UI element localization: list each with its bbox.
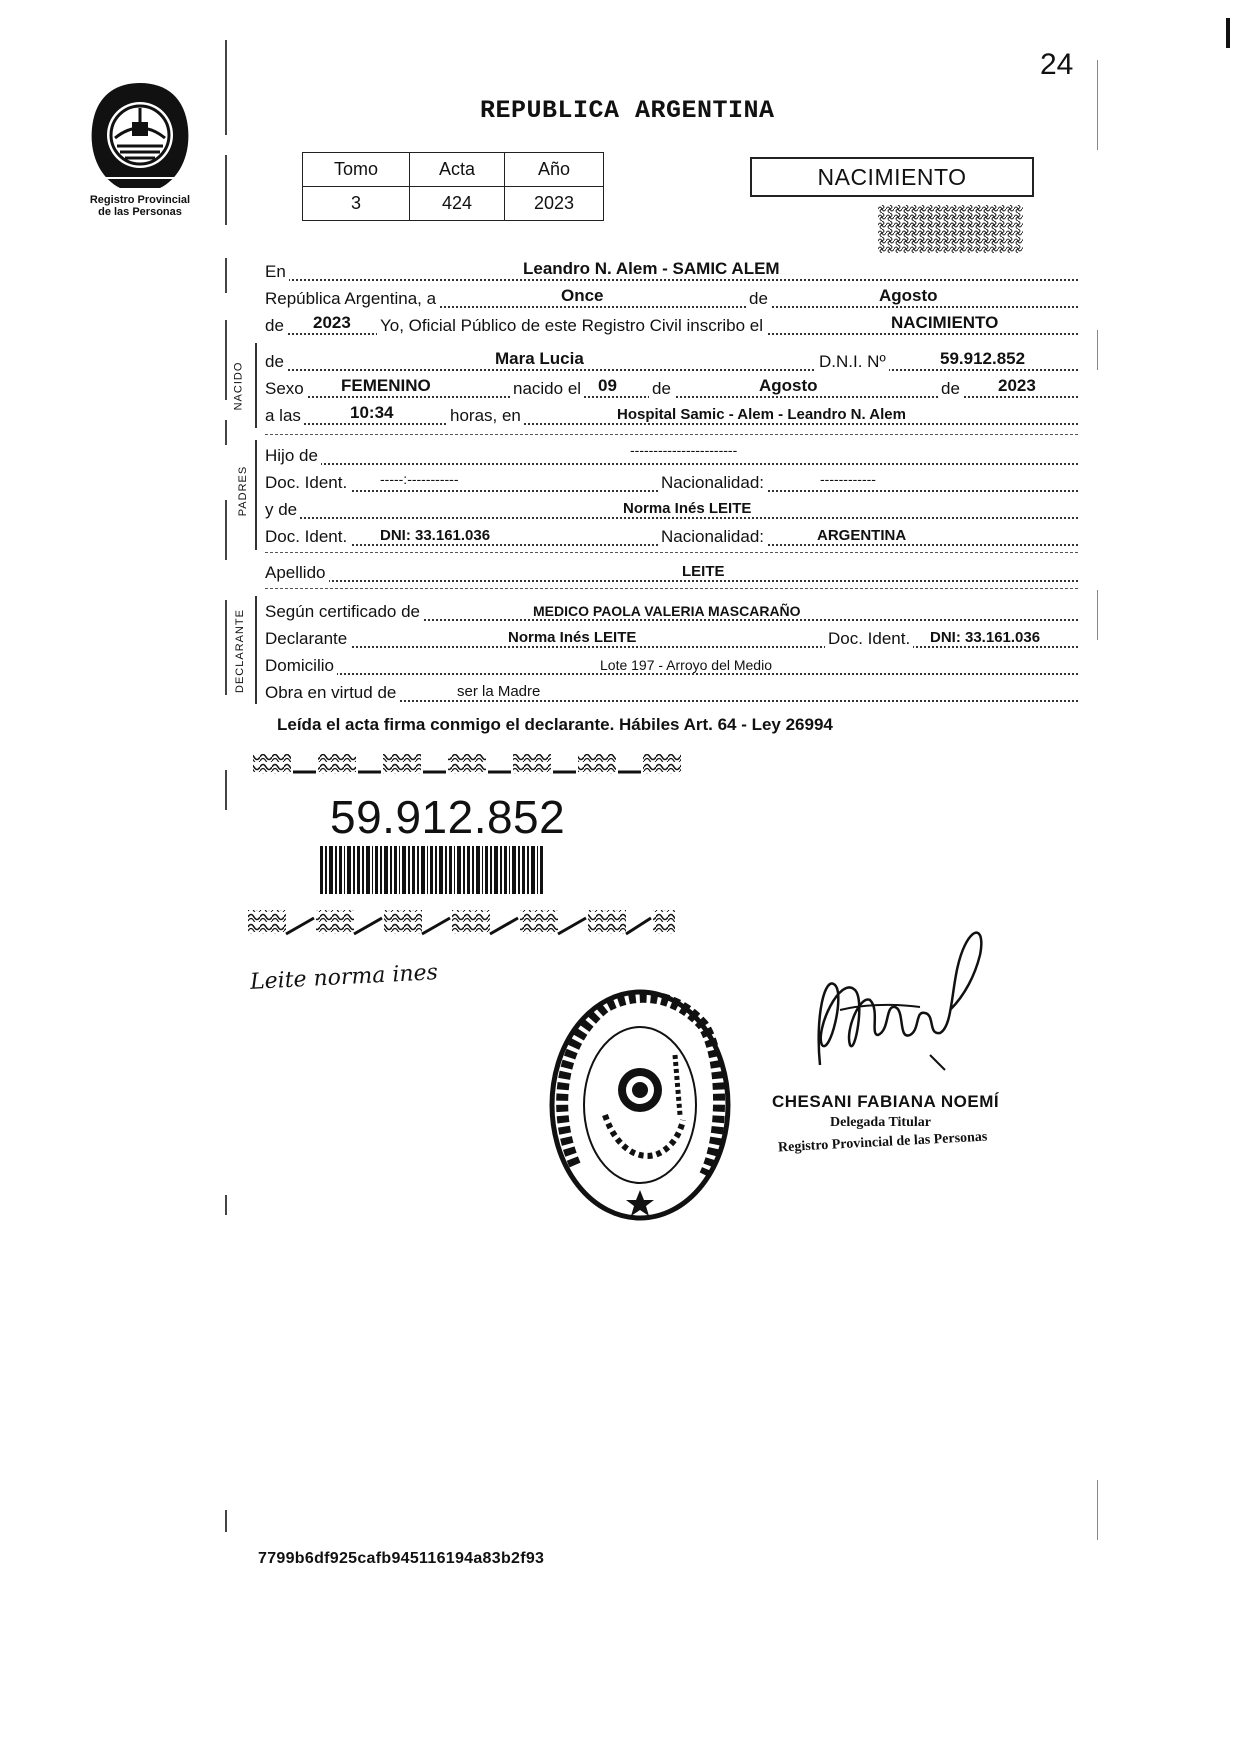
y-de-label: y de [265,500,300,520]
nac-mes-value: Agosto [759,376,818,395]
mes-value: Agosto [879,286,938,305]
nacido-el-label: nacido el [510,379,584,399]
acta-value: 424 [410,187,505,221]
page-number: 24 [1040,48,1074,81]
dotted-line [265,673,1078,675]
dni-label: D.N.I. Nº [816,352,889,372]
segun-value: MEDICO PAOLA VALERIA MASCARAÑO [533,603,801,619]
margin-line [225,320,227,400]
de-label-2: de [265,316,287,336]
padre-doc-value: -----:----------- [380,471,459,487]
margin-line [225,420,227,445]
row-apellido [265,559,1078,585]
row-domicilio [265,652,1078,678]
official-seal-icon [545,985,735,1225]
document-hash: 7799b6df925cafb945116194a83b2f93 [258,1550,545,1567]
anio-value: 2023 [505,187,604,221]
tomo-value: 3 [303,187,410,221]
de-label-5: de [938,379,963,399]
madre-nacionalidad-value: ARGENTINA [817,527,907,544]
row-divider [265,552,1078,553]
margin-line [225,770,227,810]
inscribe-value: NACIMIENTO [891,313,999,332]
row-divider [265,588,1078,589]
dotted-line [265,463,1078,465]
emblem-label-line1: Registro Provincial [89,194,191,206]
de-label: de [746,289,771,309]
sexo-label: Sexo [265,379,307,399]
row-hijo-de [265,442,1078,468]
margin-line [225,40,227,135]
record-table [302,152,604,221]
madre-nacionalidad-label: Nacionalidad: [658,527,767,547]
padre-nacionalidad-value: ------------ [820,471,876,487]
obra-value: ser la Madre [457,683,541,700]
tomo-header: Tomo [303,153,410,187]
madre-value: Norma Inés LEITE [623,500,752,517]
margin-line [225,600,227,695]
emblem-label [60,194,220,218]
row-obra [265,679,1078,705]
margin-line [225,155,227,225]
apellido-label: Apellido [265,563,329,583]
official-signature-icon [800,915,1000,1080]
horas-en-label: horas, en [447,406,524,426]
domicilio-label: Domicilio [265,656,337,676]
nac-anio-value: 2023 [998,376,1036,395]
nacido-section-label: NACIDO [232,361,245,411]
margin-line [225,500,227,560]
dia-value: Once [561,286,604,305]
de-label-3: de [265,352,287,372]
provincial-emblem-icon [85,80,195,195]
sexo-value: FEMENINO [341,376,431,395]
declarante-section-label: DECLARANTE [233,609,246,693]
row-segun [265,598,1078,624]
hijo-de-value: ----------------------- [630,442,738,458]
declarante-label: Declarante [265,629,350,649]
margin-line [1097,330,1098,370]
record-type-box: NACIMIENTO [750,157,1034,197]
section-bracket-nacido [255,343,257,428]
row-sexo [265,375,1078,401]
row-nombre [265,348,1078,374]
security-pattern-icon [878,205,1023,253]
sticker-top-border [253,754,681,774]
sticker-dni-number: 59.912.852 [330,791,566,843]
oficial-text: Yo, Oficial Público de este Registro Civil inscribo el [377,316,766,336]
page-title: REPUBLICA ARGENTINA [480,96,775,125]
padres-section-label: PADRES [237,465,250,517]
row-madre-doc [265,523,1078,549]
signatory-registry: Registro Provincial de las Personas [777,1129,988,1156]
margin-line [225,1510,227,1532]
row-declarante [265,625,1078,651]
row-madre [265,496,1078,522]
dni-value: 59.912.852 [940,349,1026,368]
hijo-de-label: Hijo de [265,446,321,466]
margin-line [1097,1480,1098,1540]
row-padre-doc [265,469,1078,495]
closing-text: Leída el acta firma conmigo el declarante. Hábiles Art. 64 - Ley 26994 [277,715,833,734]
emblem-label-line2: de las Personas [98,206,182,218]
padre-nacionalidad-label: Nacionalidad: [658,473,767,493]
margin-line [1097,590,1098,640]
en-label: En [265,262,289,282]
section-bracket-declarante [255,596,257,704]
row-divider [265,434,1078,435]
de-label-4: de [649,379,674,399]
signatory-name: CHESANI FABIANA NOEMÍ [772,1092,1000,1111]
dotted-line [265,580,1078,582]
row-hora [265,402,1078,428]
domicilio-value: Lote 197 - Arroyo del Medio [600,657,772,673]
acta-header: Acta [410,153,505,187]
margin-line [1097,60,1098,150]
barcode-sticker [248,752,693,942]
dotted-line [265,517,1078,519]
sticker-bottom-border [248,910,675,934]
republica-label: República Argentina, a [265,289,439,309]
declarante-doc-label: Doc. Ident. [825,629,913,649]
dotted-line [265,369,1078,371]
dotted-line [265,646,1078,648]
signatory-role: Delegada Titular [830,1115,931,1130]
apellido-value: LEITE [682,563,725,580]
row-fecha [265,285,1078,311]
nac-dia-value: 09 [598,376,617,395]
madre-doc-label: Doc. Ident. [265,527,350,547]
anio-inscripcion-value: 2023 [313,313,351,332]
edge-mark [1226,18,1230,48]
dotted-line [265,279,1078,281]
anio-header: Año [505,153,604,187]
segun-label: Según certificado de [265,602,423,622]
margin-line [225,258,227,293]
margin-line [225,1195,227,1215]
row-en [265,258,1078,284]
padre-doc-label: Doc. Ident. [265,473,350,493]
lugar-value: Hospital Samic - Alem - Leandro N. Alem [617,406,906,423]
dotted-line [265,423,1078,425]
barcode-icon [320,846,543,894]
declarante-doc-value: DNI: 33.161.036 [930,629,1041,646]
en-value: Leandro N. Alem - SAMIC ALEM [523,259,780,278]
declarant-signature-text: Leite norma ines [249,960,439,995]
obra-label: Obra en virtud de [265,683,399,703]
hora-value: 10:34 [350,403,394,422]
row-inscripcion [265,312,1078,338]
section-bracket-padres [255,440,257,550]
declarante-value: Norma Inés LEITE [508,629,637,646]
madre-doc-value: DNI: 33.161.036 [380,527,491,544]
a-las-label: a las [265,406,304,426]
nombre-value: Mara Lucia [495,349,584,368]
